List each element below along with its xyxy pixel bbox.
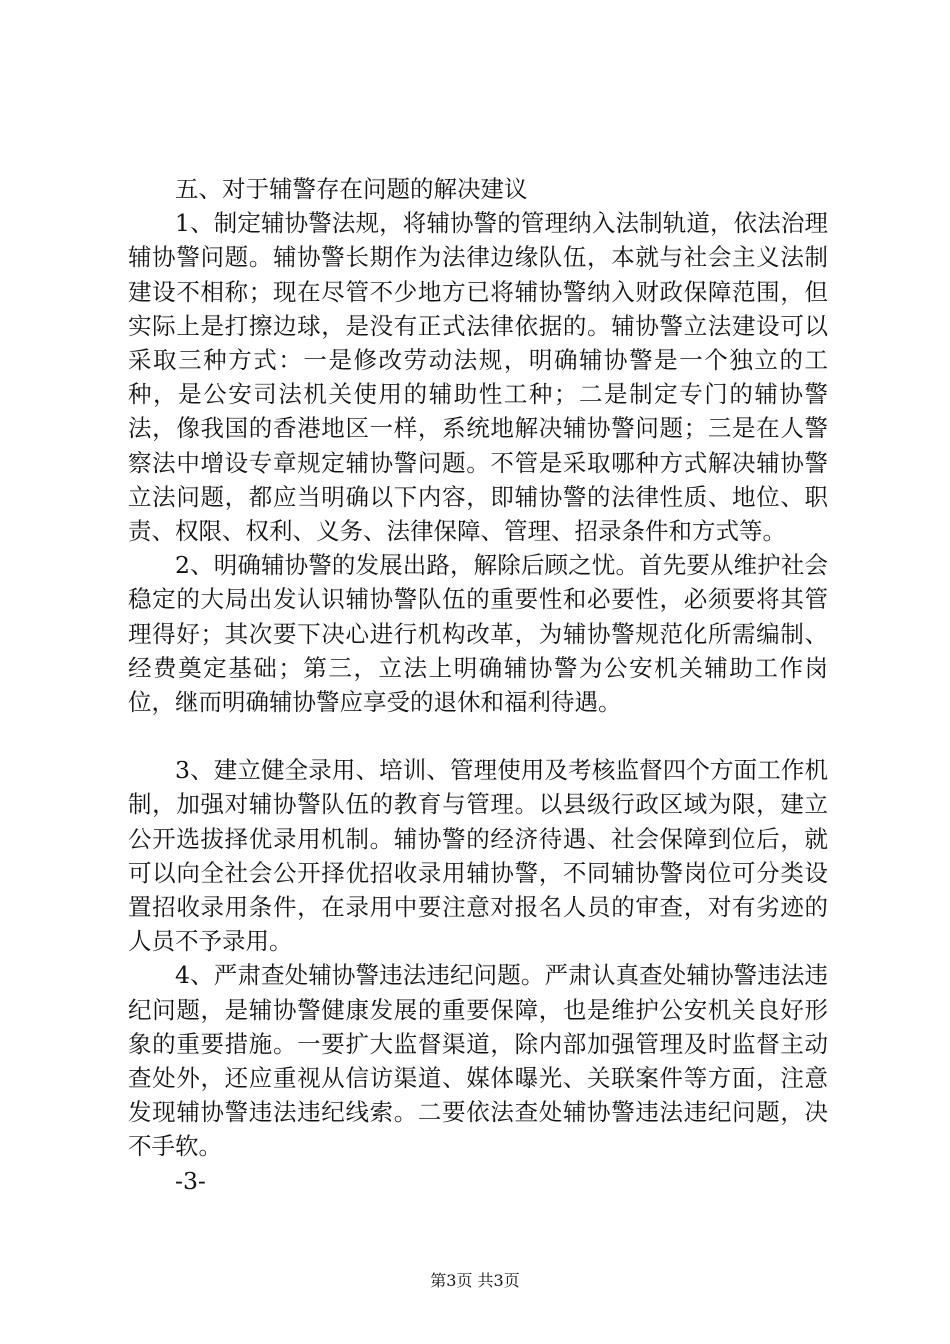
document-body [128, 172, 828, 1198]
paragraph-2: 2、明确辅协警的发展出路，解除后顾之忧。首先要从维护社会稳定的大局出发认识辅协警队伍的重要性和必要性，必须要将其管理得好；其次要下决心进行机构改革，为辅协警规范化所需编制、经费奠定基础；第三，立法上明确辅协警为公安机关辅助工作岗位，继而明确辅协警应享受的退休和福利待遇。 [128, 551, 828, 717]
paragraph-3: 3、建立健全录用、培训、管理使用及考核监督四个方面工作机制，加强对辅协警队伍的教育与管理。以县级行政区域为限，建立公开选拔择优录用机制。辅协警的经济待遇、社会保障到位后，就可以向全社会公开择优招收录用辅协警，不同辅协警岗位可分类设置招收录用条件，在录用中要注意对报名人员的审查，对有劣迹的人员不予录用。 [128, 756, 828, 956]
paragraph-1: 1、制定辅协警法规，将辅协警的管理纳入法制轨道，依法治理辅协警问题。辅协警长期作为法律边缘队伍，本就与社会主义法制建设不相称；现在尽管不少地方已将辅协警纳入财政保障范围，但实际上是打擦边球，是没有正式法律依据的。辅协警立法建设可以采取三种方式：一是修改劳动法规，明确辅协警是一个独立的工种，是公安司法机关使用的辅助性工种；二是制定专门的辅协警法，像我国的香港地区一样，系统地解决辅协警问题；三是在人警察法中增设专章规定辅协警问题。不管是采取哪种方式解决辅协警立法问题，都应当明确以下内容，即辅协警的法律性质、地位、职责、权限、权利、义务、法律保障、管理、招录条件和方式等。 [128, 209, 828, 546]
inline-page-marker: -3- [175, 1166, 206, 1195]
paragraph-4: 4、严肃查处辅协警违法违纪问题。严肃认真查处辅协警违法违纪问题，是辅协警健康发展的重要保障，也是维护公安机关良好形象的重要措施。一要扩大监督渠道，除内部加强管理及时监督主动查处外，还应重视从信访渠道、媒体曝光、关联案件等方面，注意发现辅协警违法违纪线索。二要依法查处辅协警违法违纪问题，决不手软。 [128, 961, 828, 1161]
page-number-label: 第3页 共3页 [430, 1271, 520, 1290]
page-footer [0, 1271, 950, 1291]
section-heading: 五、对于辅警存在问题的解决建议 [175, 175, 528, 203]
